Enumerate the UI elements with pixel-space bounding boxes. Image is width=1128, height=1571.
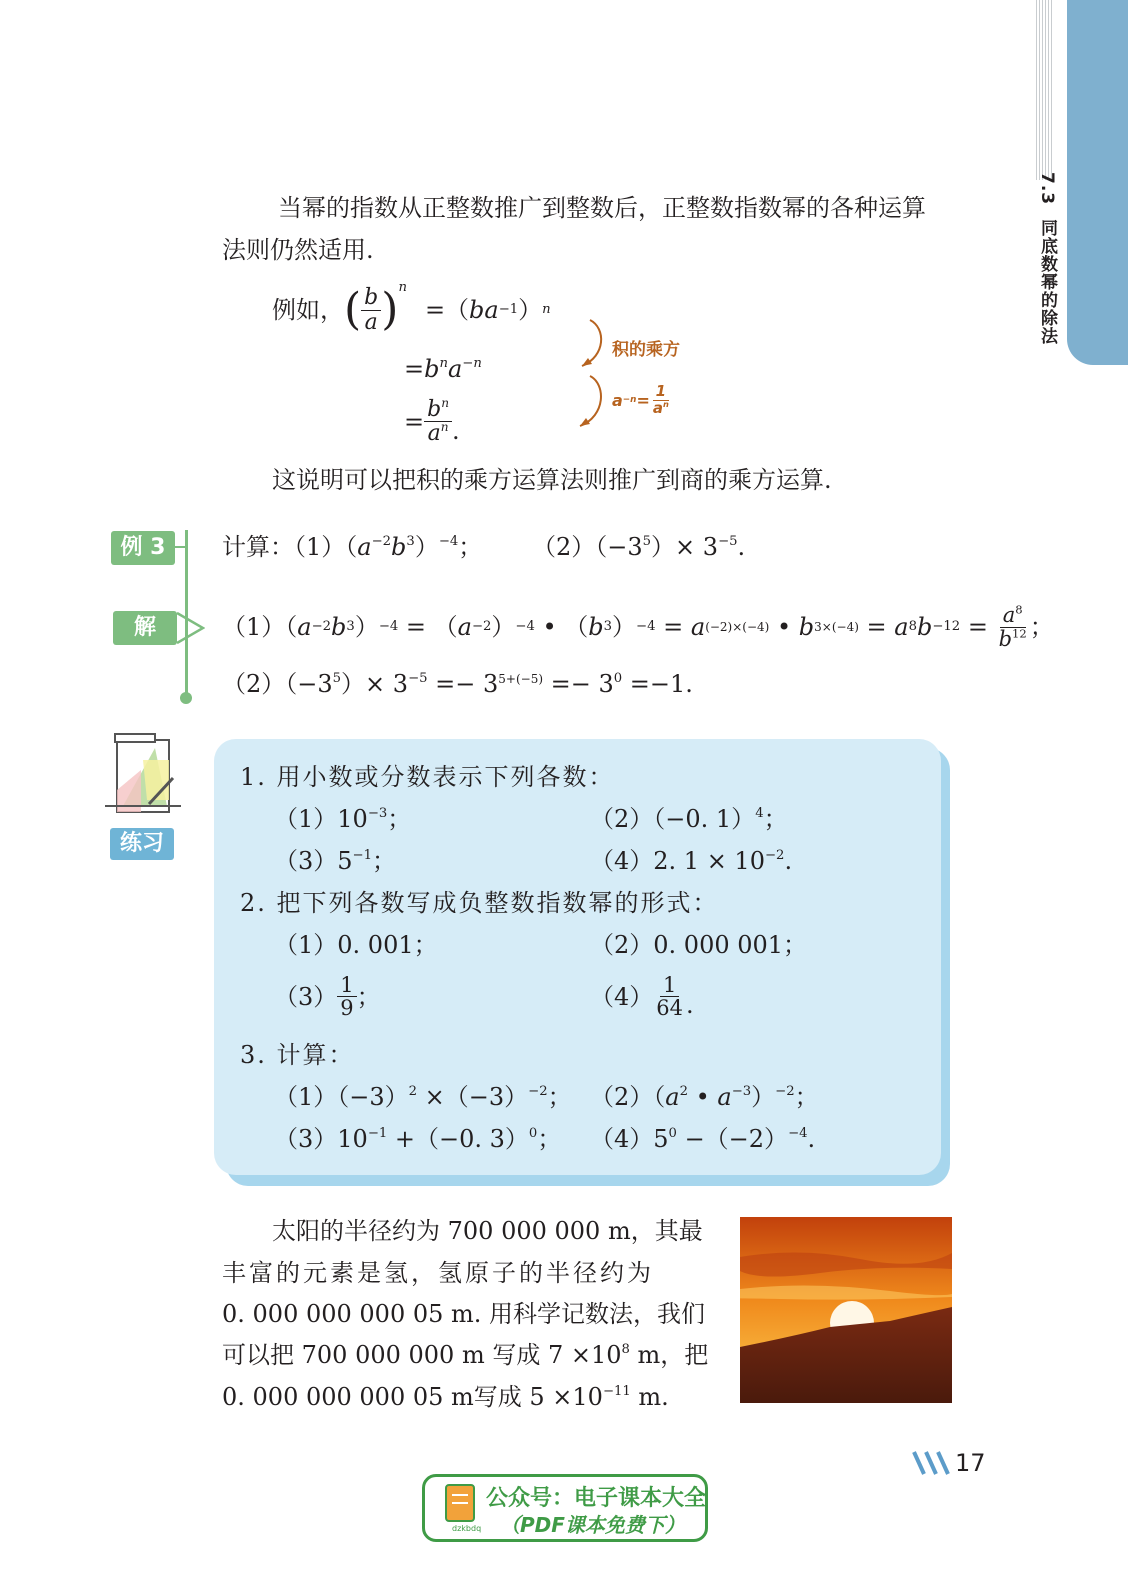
sol1-close2: ） — [491, 613, 516, 641]
q1-4-exp: −2 — [764, 848, 785, 864]
sol2-eq2: =− 3 — [543, 670, 614, 698]
exercise-q3: 3. 计算： — [240, 1041, 355, 1069]
solution-line-2 — [222, 672, 693, 696]
q2-3-den: 9 — [340, 996, 354, 1021]
q3-2-a2: a — [717, 1083, 732, 1111]
step2-a: a — [447, 355, 463, 383]
exercise-q2-2: （2）0. 000 001； — [590, 931, 808, 959]
sol1-fnum: a — [1002, 603, 1016, 628]
sol1-b: b — [331, 613, 347, 641]
note2-eq: = — [636, 390, 650, 410]
arrow-curve-2 — [580, 376, 601, 426]
ex-item1-prefix: （1）（ — [294, 533, 358, 561]
exercise-q1: 1. 用小数或分数表示下列各数： — [240, 763, 615, 791]
sol1-fnumexp: 8 — [1015, 602, 1023, 617]
sun-l4-end: m，把 — [629, 1341, 709, 1369]
ex-item2-end: . — [737, 533, 746, 561]
ex-item1-end: ； — [458, 533, 483, 561]
sol2-eq3: =−1. — [622, 670, 693, 698]
exercise-q2-3 — [274, 974, 381, 1019]
step3-den: a — [427, 421, 441, 447]
intro-line-1: 当幂的指数从正整数推广到整数后，正整数指数幂的各种运算 — [278, 194, 926, 222]
sol1-close3: ） — [612, 613, 637, 641]
q3-4-exp1: 0 — [668, 1126, 677, 1142]
exercise-q3-3 — [274, 1127, 561, 1151]
q2-3-num: 1 — [337, 974, 356, 997]
book-top — [115, 734, 155, 742]
sol1-eq3: = — [858, 613, 895, 641]
rhs1-exp2: n — [542, 302, 551, 317]
q3-2-dot: • — [687, 1083, 718, 1111]
conclusion-text: 这说明可以把积的乘方运算法则推广到商的乘方运算. — [272, 466, 832, 494]
q2-4-den: 64 — [656, 996, 684, 1021]
exercise-q2-4 — [590, 974, 694, 1019]
sol1-eq1: = （ — [398, 613, 458, 641]
exercise-label: 练习 — [110, 828, 174, 860]
exercise-q3-4 — [590, 1127, 815, 1151]
note2-den: a — [652, 398, 663, 417]
page-number: 17 — [955, 1449, 986, 1477]
q3-2-exp1: 2 — [679, 1084, 688, 1100]
q2-4-end: . — [686, 990, 694, 1019]
sun-text-line-5 — [222, 1385, 669, 1409]
exercise-q1-1 — [274, 807, 411, 831]
example-item-2 — [532, 535, 745, 559]
derivation-line-3 — [404, 395, 460, 447]
step3-end: . — [452, 416, 460, 445]
q2-4-num: 1 — [660, 974, 679, 997]
arrow-curve-1 — [582, 320, 601, 366]
q3-4-pre: （4）5 — [590, 1125, 669, 1153]
q1-2-pre: （2）（−0. 1） — [590, 805, 756, 833]
sol1-a2: a — [457, 613, 472, 641]
ex-item1-b: b — [391, 533, 407, 561]
sol2-exp2: −5 — [408, 671, 428, 687]
section-title-vertical — [1032, 172, 1060, 345]
sun-l5-pre: 0. 000 000 000 05 m写成 5 ×10 — [222, 1383, 603, 1411]
watermark-line-1: 公众号：电子课本大全 — [486, 1486, 707, 1511]
q3-3-exp1: −1 — [367, 1126, 388, 1142]
q3-3-exp2: 0 — [528, 1126, 538, 1142]
q3-3-mid: +（−0. 3） — [387, 1125, 529, 1153]
exercise-q3-1 — [274, 1085, 572, 1109]
q2-3-end: ； — [356, 982, 381, 1011]
q3-4-end: . — [807, 1125, 816, 1153]
sun-l4-exp: 8 — [621, 1342, 630, 1358]
rhs1-body: ba — [469, 296, 499, 324]
derivation-line-1: 例如， ( $\frac{b}{a}$ ) n =（ ba −1 ） n — [272, 280, 551, 335]
note-negative-exponent: a −n = $\frac{1}{a^n}$ — [612, 384, 672, 417]
ex-item2-mid: ）× 3 — [651, 533, 719, 561]
sol1-prefix: （1）（ — [222, 613, 298, 641]
ex-item1-bexp: 3 — [406, 534, 415, 550]
sol2-exp1: 5 — [332, 671, 342, 687]
outer-exp: n — [398, 280, 407, 295]
sun-text-line-1: 太阳的半径约为 700 000 000 m，其最 — [272, 1217, 703, 1245]
ex-item1-close: ） — [414, 533, 439, 561]
note2-a: a — [612, 390, 623, 410]
frac-den: a — [364, 309, 378, 335]
sol1-fden: b — [998, 626, 1013, 651]
q1-1-end: ； — [387, 805, 412, 833]
section-number: 7.3 — [1037, 172, 1057, 206]
ruler-yellow — [143, 760, 169, 800]
exercise-book-icon — [103, 730, 183, 822]
paren-right: ) — [381, 284, 399, 335]
sol2-exp3: 5+(−5) — [498, 672, 544, 686]
step3-numexp: n — [441, 395, 449, 410]
exercise-q3-2 — [590, 1085, 819, 1109]
q1-2-exp: 4 — [755, 806, 764, 822]
sol1-dot: • （ — [534, 613, 589, 641]
note-product-power: 积的乘方 — [612, 340, 680, 360]
q1-4-end: . — [784, 847, 793, 875]
solution-line-1: （1）（ a −2 b 3 ） −4 = （ a −2 ） −4 • （ b 3 ） −4 = a (−2)×(−4) • b 3×(−4) = a 8 b −12 = $\frac{a^8}{b^{12}}$ ； — [222, 602, 1054, 651]
sun-text-line-4 — [222, 1343, 708, 1367]
q1-4-pre: （4）2. 1 × 10 — [590, 847, 765, 875]
q3-2-exp2: −3 — [731, 1084, 752, 1100]
q3-2-exp3: −2 — [775, 1084, 795, 1100]
q1-3-exp: −1 — [352, 848, 372, 864]
step2-bexp: n — [439, 356, 448, 372]
watermark-line-2: （PDF课本免费下） — [500, 1513, 685, 1537]
watermark-book-icon — [440, 1481, 480, 1527]
example-side-dot — [180, 692, 192, 704]
sunset-photo — [740, 1217, 952, 1403]
sol1-b2: b — [588, 613, 604, 641]
section-title: 同底数幂的除法 — [1037, 218, 1057, 345]
sol2-prefix: （2）（−3 — [222, 670, 333, 698]
q3-1-end: ； — [547, 1083, 572, 1111]
derivation-line-2 — [404, 357, 482, 381]
sun-l5-end: m. — [630, 1383, 669, 1411]
sol1-b4: b — [916, 613, 933, 641]
q3-3-pre: （3）10 — [274, 1125, 368, 1153]
sol1-eq4: = — [960, 613, 996, 641]
q3-1-mid: ×（−3） — [417, 1083, 529, 1111]
rhs1-close: ） — [518, 296, 543, 324]
sol1-b3: b — [798, 613, 815, 641]
arrow-head-2 — [580, 418, 590, 426]
q2-3-pre: （3） — [274, 982, 338, 1011]
derivation-lead: 例如， — [272, 296, 344, 324]
q2-4-pre: （4） — [590, 982, 654, 1011]
step2-aexp: −n — [462, 356, 482, 372]
exercise-q1-2 — [590, 807, 788, 831]
q3-3-end: ； — [537, 1125, 562, 1153]
sol1-a4: a — [894, 613, 909, 641]
sol1-fdenexp: 12 — [1012, 625, 1027, 640]
solution-arrow-shape — [177, 613, 203, 643]
paren-left: ( — [344, 284, 362, 335]
q1-1-pre: （1）10 — [274, 805, 368, 833]
slash-lines — [914, 1452, 948, 1474]
sol1-end: ； — [1029, 613, 1054, 641]
page-number-slashes-icon — [912, 1450, 954, 1476]
ex-item2-prefix: （2）（−3 — [532, 533, 643, 561]
fraction-bn-over-an — [424, 395, 452, 447]
ex-item1-exp: −4 — [438, 534, 459, 550]
ex-item1-aexp: −2 — [371, 534, 392, 550]
example-connector — [175, 546, 187, 548]
step2-b: b — [424, 355, 440, 383]
q3-2-end: ； — [794, 1083, 819, 1111]
side-decor-strip — [1036, 0, 1054, 180]
q3-1-exp2: −2 — [528, 1084, 548, 1100]
sun-text-line-2: 丰富的元素是氢，氢原子的半径约为 — [222, 1259, 654, 1287]
example-prompt-text: 计算： — [222, 533, 294, 561]
q3-4-mid: −（−2） — [676, 1125, 789, 1153]
q3-2-pre: （2）（ — [590, 1083, 666, 1111]
sol1-a3: a — [690, 613, 706, 641]
sol2-eq1: =− 3 — [427, 670, 499, 698]
ex-item1-a: a — [357, 533, 372, 561]
sun-text-line-3: 0. 000 000 000 05 m. 用科学记数法，我们 — [222, 1300, 706, 1328]
sol2-mid: ）× 3 — [341, 670, 409, 698]
derivation-arrows — [572, 318, 612, 430]
sol2-exp4: 0 — [613, 671, 623, 687]
fraction-b-over-a — [361, 286, 381, 333]
q1-1-exp: −3 — [367, 806, 388, 822]
example-3-label: 例 3 — [111, 531, 175, 565]
q3-1-exp1: 2 — [408, 1084, 418, 1100]
exercise-q2-1: （1）0. 001； — [274, 931, 438, 959]
frac-num: b — [361, 286, 381, 310]
sol1-fraction — [996, 604, 1030, 649]
q2-4-fraction — [653, 974, 686, 1019]
q3-2-a: a — [665, 1083, 680, 1111]
solution-label: 解 — [113, 611, 177, 645]
step2-eq: = — [404, 355, 425, 383]
chapter-tab — [1067, 0, 1128, 365]
arrow-head-1 — [582, 358, 592, 366]
note2-fraction — [650, 384, 672, 417]
sun-l5-exp: −11 — [602, 1384, 631, 1400]
ex-item2-exp2: −5 — [718, 534, 738, 550]
watermark-small-text: dzkbdq — [452, 1524, 482, 1533]
exercise-q2: 2. 把下列各数写成负整数指数幂的形式： — [240, 889, 719, 917]
sol1-close: ） — [354, 613, 379, 641]
q2-3-fraction — [337, 974, 356, 1019]
exercise-q1-4 — [590, 849, 792, 873]
step3-eq: = — [404, 407, 425, 436]
q1-3-end: ； — [372, 847, 396, 875]
sol1-dot2: • — [769, 613, 799, 641]
q3-2-close: ） — [751, 1083, 776, 1111]
step3-denexp: n — [440, 420, 449, 435]
sol1-a: a — [297, 613, 312, 641]
sun-l4-pre: 可以把 700 000 000 m 写成 7 ×10 — [222, 1341, 622, 1369]
rhs1-open: =（ — [424, 296, 470, 324]
q3-1-pre: （1）（−3） — [274, 1083, 409, 1111]
q1-3-pre: （3）5 — [274, 847, 353, 875]
ex-item2-exp1: 5 — [642, 534, 652, 550]
example-prompt — [222, 535, 482, 559]
note2-num: 1 — [653, 384, 669, 401]
sol1-eq2: = — [655, 613, 691, 641]
step3-num: b — [427, 397, 442, 422]
q3-4-exp2: −4 — [788, 1126, 808, 1142]
solution-arrow — [175, 611, 205, 645]
exercise-q1-3 — [274, 849, 396, 873]
intro-line-2: 法则仍然适用. — [222, 236, 374, 264]
q1-2-end: ； — [763, 805, 788, 833]
note2-denexp: n — [662, 398, 669, 409]
